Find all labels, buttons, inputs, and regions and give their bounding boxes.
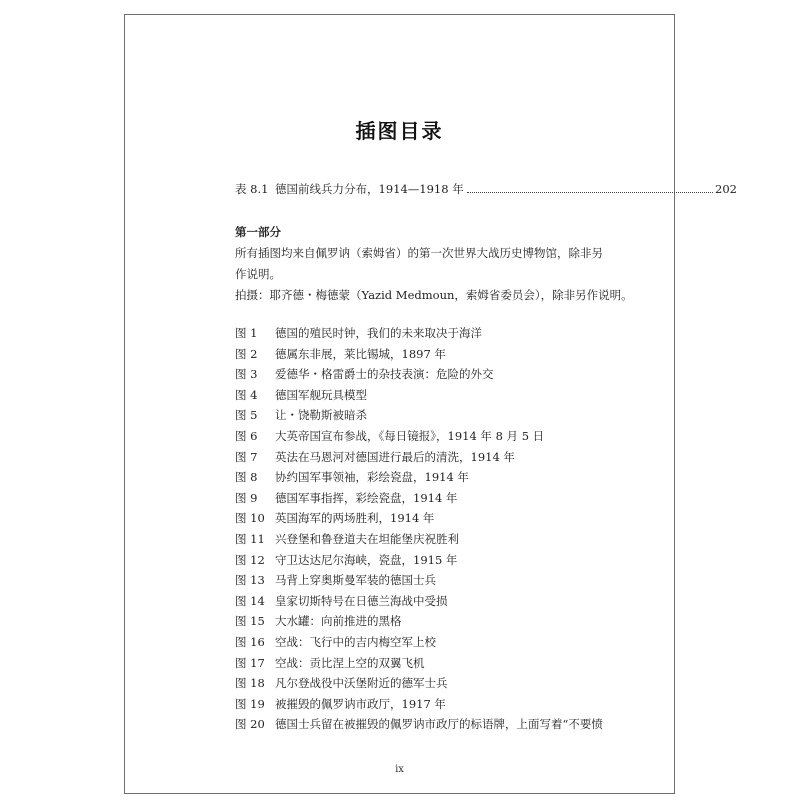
figure-number: 图 16 [235,634,265,649]
table-entry [235,181,737,197]
table-title: 德国前线兵力分布，1914—1918 年 [275,182,464,196]
figure-number: 图 12 [235,552,265,567]
figure-caption: 德国军舰玩具模型 [275,387,367,402]
figure-caption: 空战：飞行中的吉内梅空军上校 [275,634,436,649]
figure-caption: 凡尔登战役中沃堡附近的德军士兵 [275,676,448,691]
figure-entry [235,529,747,550]
figure-number: 图 19 [235,696,265,711]
figure-number: 图 6 [235,428,258,443]
figure-entry [235,550,747,571]
figure-entry [235,591,747,612]
figure-entry [235,611,747,632]
figure-entry [235,714,747,735]
figure-caption: 德国士兵留在被摧毁的佩罗讷市政厅的标语牌，上面写着“不要愤 [275,717,603,732]
figure-caption: 英法在马恩河对德国进行最后的清洗，1914 年 [275,449,515,464]
figure-caption: 皇家切斯特号在日德兰海战中受损 [275,593,448,608]
figure-number: 图 14 [235,593,265,608]
figure-entry [235,467,747,488]
figure-caption: 德属东非展，莱比锡城，1897 年 [275,346,446,361]
figure-caption: 德国军事指挥，彩绘瓷盘，1914 年 [275,490,458,505]
figure-caption: 让・饶勒斯被暗杀 [275,408,367,423]
table-number: 表 8.1 [235,182,269,196]
photo-credit: 拍摄：耶齐德・梅德蒙（Yazid Medmoun，索姆省委员会），除非另作说明。 [235,288,633,302]
figure-entry [235,508,747,529]
figure-number: 图 18 [235,676,265,691]
figure-caption: 空战：贡比涅上空的双翼飞机 [275,655,425,670]
figure-caption: 英国海军的两场胜利，1914 年 [275,511,435,526]
figure-number: 图 5 [235,408,258,423]
figure-entry [235,344,747,365]
book-page [124,14,737,794]
figure-caption: 兴登堡和鲁登道夫在坦能堡庆祝胜利 [275,531,459,546]
figure-entry [235,447,747,468]
figure-entry [235,632,747,653]
source-note-line: 作说明。 [235,267,281,281]
figure-number: 图 15 [235,614,265,629]
figure-number: 图 17 [235,655,265,670]
figure-number: 图 3 [235,367,258,382]
leader-dots [467,191,713,193]
source-note-line: 所有插图均来自佩罗讷（索姆省）的第一次世界大战历史博物馆，除非另 [235,246,603,260]
page-title: 插图目录 [355,119,444,143]
figure-number: 图 1 [235,326,258,340]
figure-caption: 爱德华・格雷爵士的杂技表演：危险的外交 [275,367,494,382]
figure-number: 图 9 [235,490,258,505]
figure-entry [235,385,747,406]
figure-entry [235,323,747,344]
page-number: ix [395,764,404,775]
figure-entry [235,405,747,426]
figure-number: 图 20 [235,717,265,732]
figure-caption: 大英帝国宣布参战，《每日镜报》，1914 年 8 月 5 日 [275,428,545,443]
figure-caption: 守卫达达尼尔海峡，瓷盘，1915 年 [275,552,458,567]
figure-number: 图 4 [235,387,258,402]
table-page-number: 202 [715,182,737,196]
figure-number: 图 7 [235,449,258,464]
figure-caption: 德国的殖民时钟，我们的未来取决于海洋 [275,326,482,340]
source-note [235,243,745,285]
figure-number: 图 8 [235,470,258,485]
figure-entry [235,673,747,694]
figure-list [235,323,747,735]
figure-entry [235,653,747,674]
figure-number: 图 2 [235,346,258,361]
figure-entry [235,426,747,447]
figure-entry [235,364,747,385]
figure-number: 图 11 [235,531,265,546]
figure-caption: 大水罐：向前推进的黑格 [275,614,402,629]
figure-number: 图 10 [235,511,265,526]
figure-caption: 马背上穿奥斯曼军装的德国士兵 [275,573,436,588]
figure-caption: 协约国军事领袖，彩绘瓷盘，1914 年 [275,470,469,485]
part-heading: 第一部分 [235,225,281,239]
figure-number: 图 13 [235,573,265,588]
figure-entry [235,694,747,715]
figure-caption: 被摧毁的佩罗讷市政厅，1917 年 [275,696,446,711]
figure-entry [235,570,747,591]
figure-entry [235,488,747,509]
